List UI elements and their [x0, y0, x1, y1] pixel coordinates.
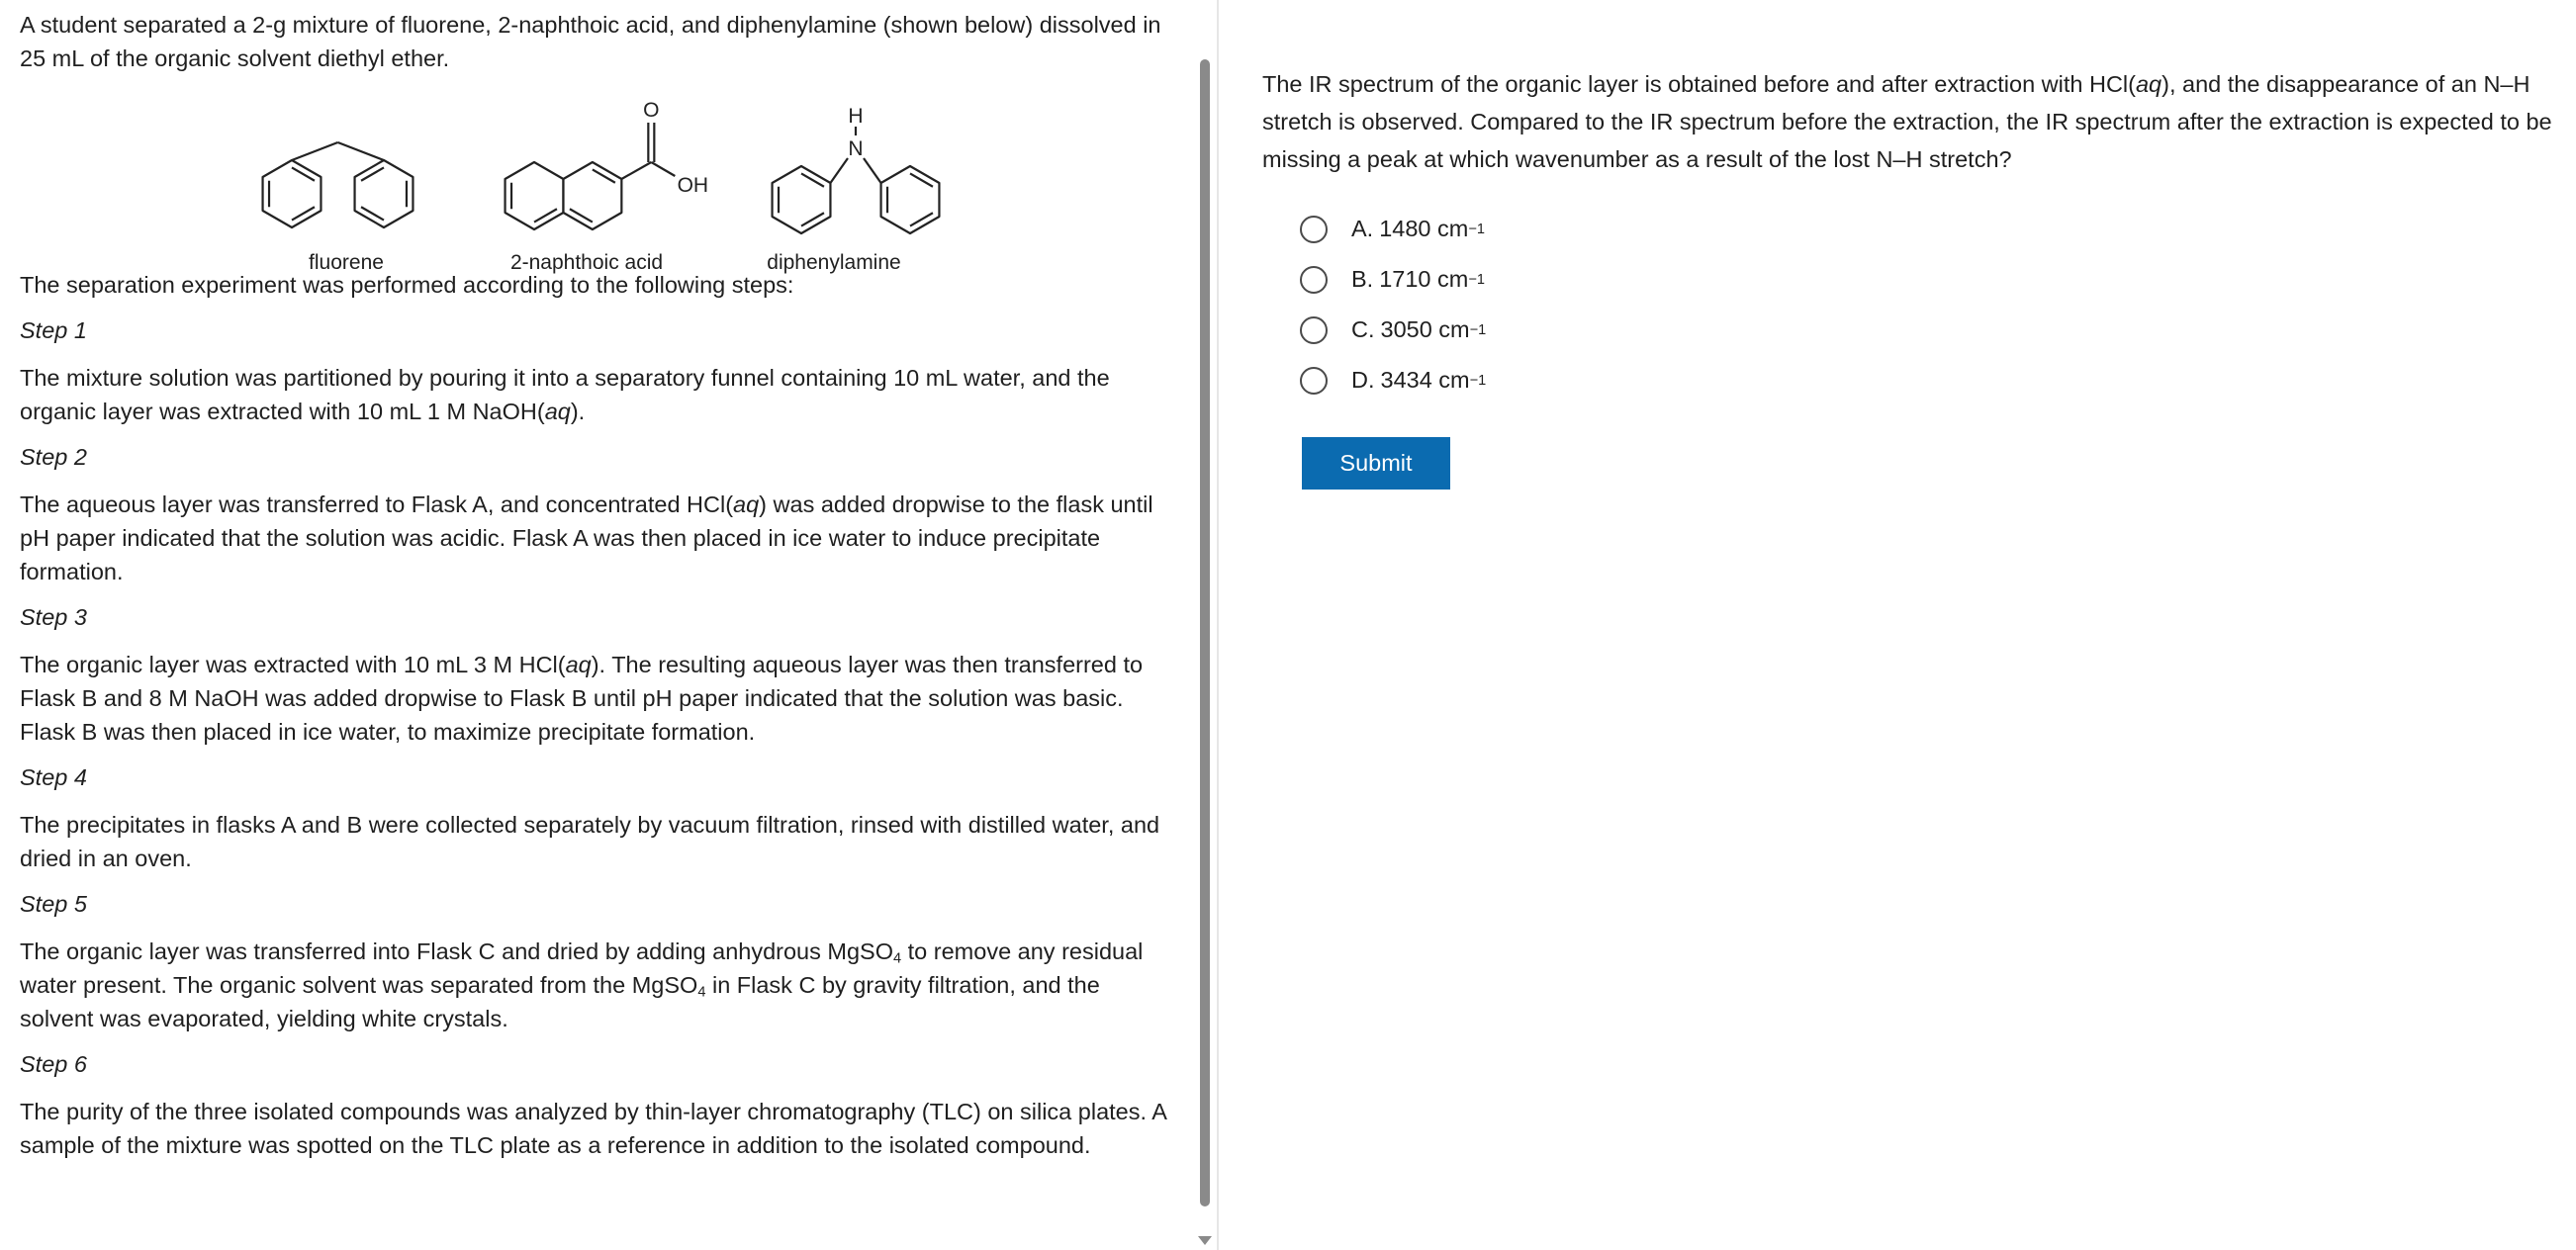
diphenylamine-ring-right [881, 166, 940, 233]
step-body: The mixture solution was partitioned by pouring it into a separatory funnel containing 10 mL water, and the organic layer was extracted with 10 mL 1 M NaOH(aq). [20, 365, 1110, 424]
chemical-structures-drawing [20, 85, 969, 268]
steps-lead: The separation experiment was performed according to the following steps: [20, 272, 794, 298]
step-heading: Step 5 [20, 891, 87, 917]
carboxyl-bond [621, 162, 651, 179]
option-value: 1480 cm [1379, 216, 1469, 241]
diphenylamine-ring-left [773, 166, 831, 233]
answer-option-b[interactable]: B. 1710 cm −1 [1300, 254, 1486, 305]
option-letter: A. [1351, 216, 1374, 241]
fluorene-label: fluorene [309, 251, 384, 274]
question-text: The IR spectrum of the organic layer is obtained before and after extraction with HCl(aq), and the disappearance of an N–H stretch is observed. Compared to the IR spectrum before the extraction, the IR spectrum after the extraction is expected to be missing a peak at which wavenumber as a result of the lost N–H stretch? [1262, 71, 2552, 172]
question-pane [1237, 0, 2562, 1250]
naphthoic-acid-label: 2-naphthoic acid [509, 251, 664, 274]
option-letter: C. [1351, 316, 1375, 342]
passage-pane[interactable] [0, 0, 1197, 1250]
answer-option-a[interactable]: A. 1480 cm −1 [1300, 204, 1486, 254]
hydroxyl-bond [651, 162, 675, 176]
naphthoic-ring-left [506, 162, 564, 229]
diphenylamine-double-bond [801, 173, 824, 186]
fluorene-ring-left [263, 160, 322, 227]
step-body: The aqueous layer was transferred to Flask A, and concentrated HCl(aq) was added dropwise to the flask until pH paper indicated that the solution was acidic. Flask A was then placed in ice water to induce precipitate formation. [20, 491, 1153, 584]
step-body: The organic layer was transferred into Flask C and dried by adding anhydrous MgSO$_4$ to remove any residual water present. The organic solvent was separated from the MgSO$_4$ in Flask C by gravity filtration, and the solvent was evaporated, yielding white crystals. [20, 938, 1144, 1031]
step-body: The organic layer was extracted with 10 mL 3 M HCl(aq). The resulting aqueous layer was then transferred to Flask B and 8 M NaOH was added dropwise to Flask B until pH paper indicated that the solution was basic. Flask B was then placed in ice water, to maximize precipitate formation. [20, 652, 1144, 745]
fluorene-ch2-bond [338, 142, 385, 160]
scrollbar-thumb[interactable] [1200, 59, 1210, 1206]
diphenylamine-double-bond [910, 213, 933, 225]
option-letter: D. [1351, 367, 1375, 393]
radio-button-icon[interactable] [1300, 216, 1328, 243]
naphthoic-double-bond [593, 169, 615, 182]
oxygen-label: O [643, 99, 660, 122]
step-heading: Step 1 [20, 317, 87, 343]
option-value: 3050 cm [1380, 316, 1470, 342]
option-value: 1710 cm [1379, 266, 1469, 292]
structures-figure [20, 85, 1177, 274]
steps-list [20, 313, 1177, 1162]
radio-button-icon[interactable] [1300, 367, 1328, 395]
passage-content [20, 8, 1177, 1162]
scroll-down-arrow-icon[interactable] [1198, 1236, 1212, 1245]
fluorene-double-bond [361, 167, 384, 180]
passage-intro: A student separated a 2-g mixture of fluorene, 2-naphthoic acid, and diphenylamine (shown below) dissolved in 25 mL of the organic solvent diethyl ether. [20, 12, 1161, 71]
answer-options [1300, 204, 1486, 405]
hydroxyl-label: OH [677, 174, 709, 197]
naphthoic-ring-right [563, 162, 621, 229]
diphenylamine-double-bond [801, 213, 824, 225]
answer-option-d[interactable]: D. 3434 cm −1 [1300, 355, 1486, 405]
fluorene-double-bond [361, 207, 384, 220]
option-letter: B. [1351, 266, 1374, 292]
radio-button-icon[interactable] [1300, 316, 1328, 344]
fluorene-ch2-bond [292, 142, 338, 160]
radio-button-icon[interactable] [1300, 266, 1328, 294]
step-body: The purity of the three isolated compounds was analyzed by thin-layer chromatography (TLC) on silica plates. A sample of the mixture was spotted on the TLC plate as a reference in addition to the isolated compound. [20, 1099, 1166, 1158]
step-heading: Step 2 [20, 444, 87, 470]
step-heading: Step 4 [20, 764, 87, 790]
step-heading: Step 6 [20, 1051, 87, 1077]
amine-bond [830, 158, 848, 183]
nitrogen-label: N [848, 137, 864, 160]
step-body: The precipitates in flasks A and B were collected separately by vacuum filtration, rinsed with distilled water, and dried in an oven. [20, 812, 1160, 871]
naphthoic-double-bond [570, 209, 593, 222]
hydrogen-label: H [848, 105, 864, 128]
naphthoic-double-bond [534, 209, 557, 222]
amine-bond [864, 158, 881, 183]
step-heading: Step 3 [20, 604, 87, 630]
fluorene-ring-right [355, 160, 414, 227]
diphenylamine-double-bond [910, 173, 933, 186]
fluorene-double-bond [292, 167, 315, 180]
diphenylamine-label: diphenylamine [767, 251, 901, 274]
submit-button[interactable]: Submit [1302, 437, 1450, 490]
answer-option-c[interactable]: C. 3050 cm −1 [1300, 305, 1486, 355]
option-value: 3434 cm [1380, 367, 1470, 393]
pane-divider [1217, 0, 1219, 1250]
fluorene-double-bond [292, 207, 315, 220]
